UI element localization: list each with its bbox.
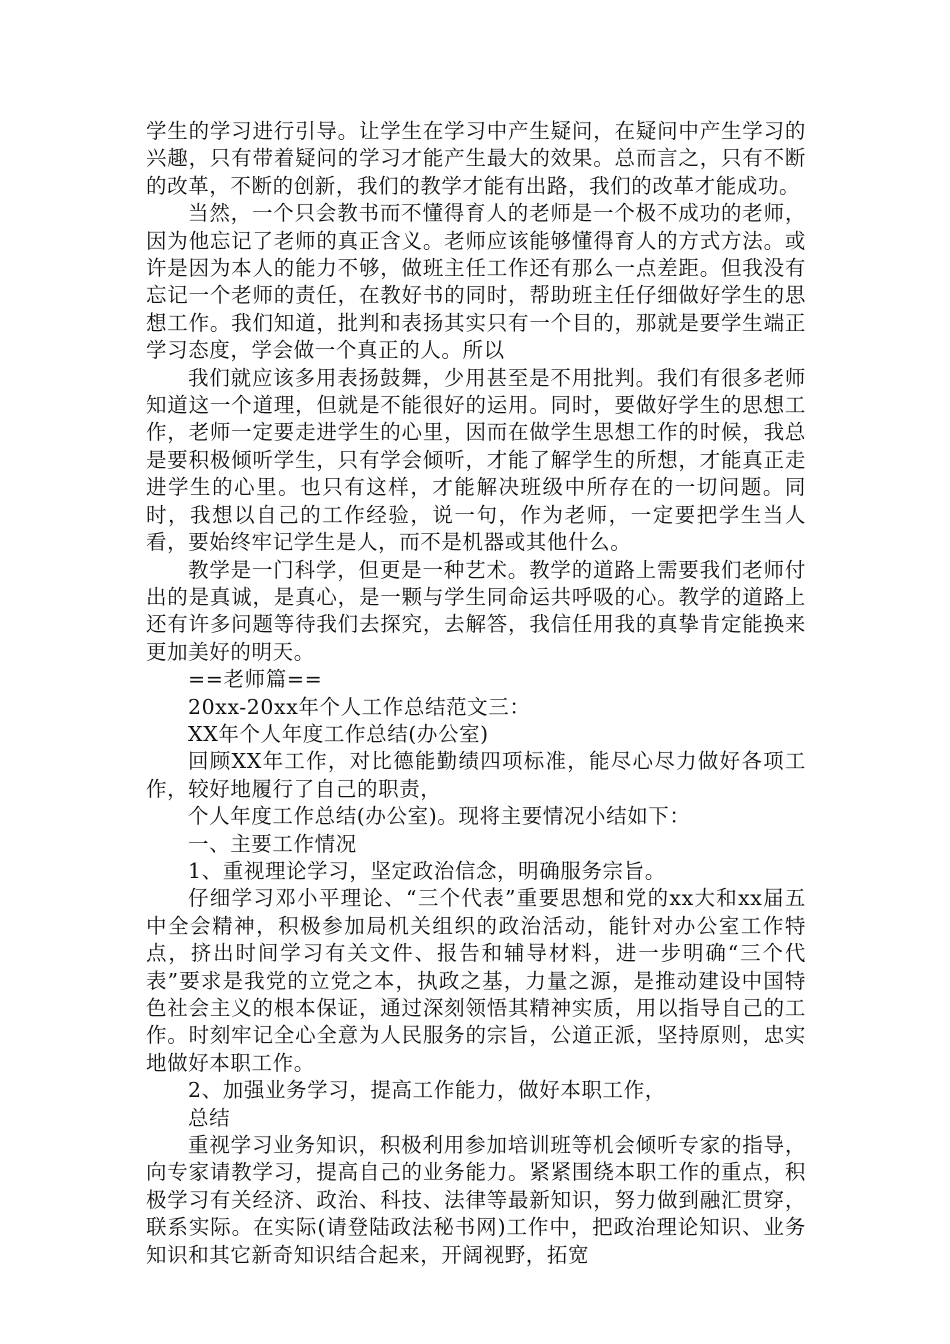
paragraph: 回顾XX年工作，对比德能勤绩四项标准，能尽心尽力做好各项工作，较好地履行了自己的职责， <box>146 749 806 801</box>
section-heading: XX年个人年度工作总结(办公室) <box>188 721 489 746</box>
paragraph: 我们就应该多用表扬鼓舞，少用甚至是不用批判。我们有很多老师知道这一个道理，但就是不能很好的运用。同时，要做好学生的思想工作，老师一定要走进学生的心里，因而在做学生思想工作的时候，我总是要积极倾听学生，只有学会倾听，才能了解学生的所想，才能真正走进学生的心里。也只有这样，才能解决班级中所存在的一切问题。同时，我想以自己的工作经验，说一句，作为老师，一定要把学生当人看，要始终牢记学生是人，而不是机器或其他什么。 <box>146 365 806 555</box>
paragraph: 学生的学习进行引导。让学生在学习中产生疑问，在疑问中产生学习的兴趣，只有带着疑问的学习才能产生最大的效果。总而言之，只有不断的改革，不断的创新，我们的教学才能有出路，我们的改革才能成功。 <box>146 119 806 198</box>
section-heading: 一、主要工作情况 <box>188 831 357 856</box>
section-heading: 20xx-20xx年个人工作总结范文三： <box>188 694 531 719</box>
paragraph: 个人年度工作总结(办公室)。现将主要情况小结如下： <box>188 804 691 829</box>
section-heading: 2、加强业务学习，提高工作能力，做好本职工作， <box>188 1078 666 1103</box>
document-body <box>146 118 806 1269</box>
paragraph: 当然，一个只会教书而不懂得育人的老师是一个极不成功的老师，因为他忘记了老师的真正含义。老师应该能够懂得育人的方式方法。或许是因为本人的能力不够，做班主任工作还有那么一点差距。但我没有忘记一个老师的责任，在教好书的同时，帮助班主任仔细做好学生的思想工作。我们知道，批判和表扬其实只有一个目的，那就是要学生端正学习态度，学会做一个真正的人。所以 <box>146 201 806 363</box>
section-heading: 总结 <box>188 1105 231 1130</box>
section-heading: ==老师篇== <box>188 667 323 692</box>
section-heading: 1、重视理论学习，坚定政治信念，明确服务宗旨。 <box>188 858 666 883</box>
paragraph: 重视学习业务知识，积极利用参加培训班等机会倾听专家的指导，向专家请教学习，提高自己的业务能力。紧紧围绕本职工作的重点，积极学习有关经济、政治、科技、法律等最新知识，努力做到融汇贯穿，联系实际。在实际(请登陆政法秘书网)工作中，把政治理论知识、业务知识和其它新奇知识结合起来，开阔视野，拓宽 <box>146 1133 806 1267</box>
paragraph: 仔细学习邓小平理论、“三个代表”重要思想和党的xx大和xx届五中全会精神，积极参加局机关组织的政治活动，能针对办公室工作特点，挤出时间学习有关文件、报告和辅导材料，进一步明确“三个代表”要求是我党的立党之本，执政之基，力量之源，是推动建设中国特色社会主义的根本保证，通过深刻领悟其精神实质，用以指导自己的工作。时刻牢记全心全意为人民服务的宗旨，公道正派，坚持原则，忠实地做好本职工作。 <box>146 886 806 1075</box>
paragraph: 教学是一门科学，但更是一种艺术。教学的道路上需要我们老师付出的是真诚，是真心，是一颗与学生同命运共呼吸的心。教学的道路上还有许多问题等待我们去探究，去解答，我信任用我的真挚肯定能换来更加美好的明天。 <box>146 557 806 664</box>
